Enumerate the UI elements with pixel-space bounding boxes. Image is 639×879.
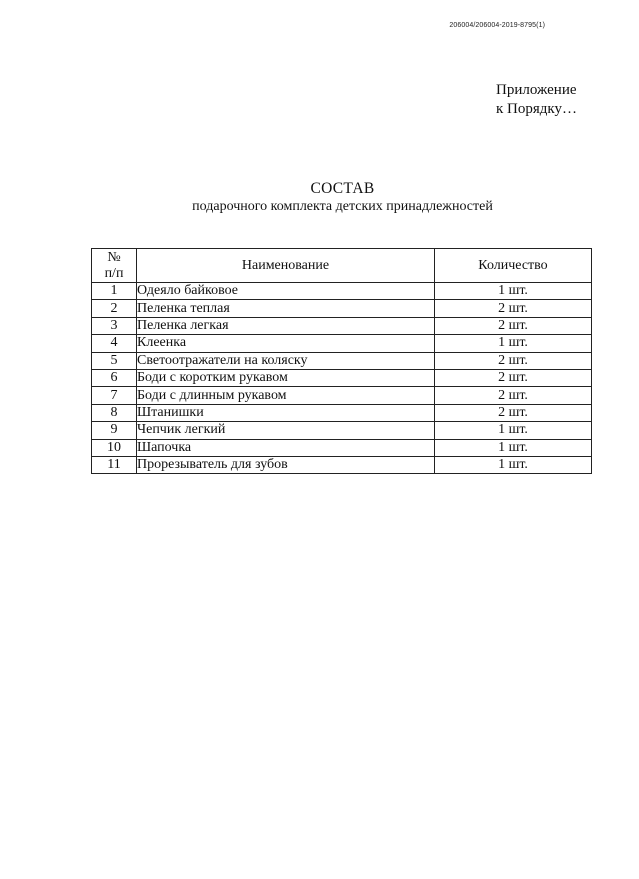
- row-number: 7: [92, 387, 137, 404]
- table-row: [92, 404, 592, 421]
- row-number: 4: [92, 335, 137, 352]
- row-name: Чепчик легкий: [137, 422, 435, 439]
- table-row: [92, 300, 592, 317]
- row-number: 11: [92, 456, 137, 473]
- row-quantity: 1 шт.: [435, 422, 592, 439]
- row-quantity: 1 шт.: [435, 439, 592, 456]
- row-number: 9: [92, 422, 137, 439]
- table-row: [92, 335, 592, 352]
- header-number-line-1: №: [107, 249, 121, 265]
- row-number: 2: [92, 300, 137, 317]
- table-row: [92, 352, 592, 369]
- row-quantity: 2 шт.: [435, 404, 592, 421]
- row-name: Пеленка легкая: [137, 317, 435, 334]
- table-row: [92, 283, 592, 300]
- row-name: Шапочка: [137, 439, 435, 456]
- row-name: Прорезыватель для зубов: [137, 456, 435, 473]
- page-subtitle: подарочного комплекта детских принадлежностей: [192, 199, 493, 214]
- table-row: [92, 422, 592, 439]
- row-name: Клеенка: [137, 335, 435, 352]
- row-quantity: 2 шт.: [435, 300, 592, 317]
- row-quantity: 2 шт.: [435, 317, 592, 334]
- row-name: Боди с длинным рукавом: [137, 387, 435, 404]
- row-quantity: 1 шт.: [435, 456, 592, 473]
- row-quantity: 1 шт.: [435, 283, 592, 300]
- appendix-note: [496, 81, 577, 119]
- table-row: [92, 317, 592, 334]
- row-number: 6: [92, 369, 137, 386]
- table-row: [92, 456, 592, 473]
- row-name: Штанишки: [137, 404, 435, 421]
- document-id: 206004/206004-2019-8795(1): [449, 22, 545, 29]
- row-name: Одеяло байковое: [137, 283, 435, 300]
- appendix-line-1: Приложение: [496, 82, 577, 98]
- title-block: [0, 180, 639, 216]
- header-number-line-2: п/п: [104, 265, 124, 281]
- row-number: 5: [92, 352, 137, 369]
- row-name: Светоотражатели на коляску: [137, 352, 435, 369]
- row-number: 3: [92, 317, 137, 334]
- row-quantity: 2 шт.: [435, 369, 592, 386]
- items-table: [91, 248, 592, 474]
- table-header-row: [92, 249, 592, 283]
- row-name: Пеленка теплая: [137, 300, 435, 317]
- table-body: [92, 283, 592, 474]
- row-number: 1: [92, 283, 137, 300]
- table-row: [92, 387, 592, 404]
- row-name: Боди с коротким рукавом: [137, 369, 435, 386]
- table-row: [92, 439, 592, 456]
- header-number: [92, 249, 137, 283]
- header-quantity: Количество: [435, 249, 592, 283]
- row-quantity: 2 шт.: [435, 387, 592, 404]
- row-number: 10: [92, 439, 137, 456]
- row-quantity: 2 шт.: [435, 352, 592, 369]
- table-row: [92, 369, 592, 386]
- appendix-line-2: к Порядку…: [496, 101, 577, 117]
- header-name: Наименование: [137, 249, 435, 283]
- page-title: СОСТАВ: [310, 180, 375, 197]
- row-quantity: 1 шт.: [435, 335, 592, 352]
- row-number: 8: [92, 404, 137, 421]
